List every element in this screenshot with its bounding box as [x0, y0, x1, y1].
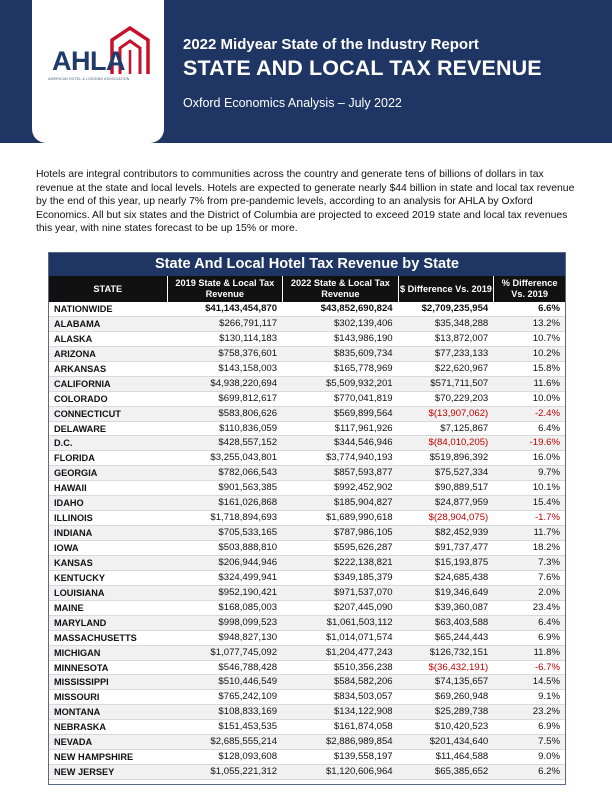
revenue-2019-cell: $758,376,601	[218, 347, 278, 359]
percent-difference-cell: 14.5%	[532, 676, 560, 688]
percent-difference-cell: 6.9%	[538, 721, 560, 733]
dollar-difference-cell: $75,527,334	[434, 467, 489, 479]
revenue-2022-cell: $770,041,819	[333, 392, 393, 404]
column-header-dollar-diff: $ Difference Vs. 2019	[398, 276, 494, 302]
percent-difference-cell: 7.5%	[538, 736, 560, 748]
dollar-difference-cell: $63,403,588	[434, 616, 489, 628]
percent-difference-cell: 6.2%	[538, 766, 560, 778]
revenue-2019-cell: $510,446,549	[218, 676, 278, 688]
table-row	[49, 451, 565, 466]
revenue-2019-cell: $782,066,543	[218, 467, 278, 479]
revenue-2022-cell: $349,185,379	[333, 571, 393, 583]
state-cell: ARIZONA	[54, 348, 96, 359]
dollar-difference-cell: $11,464,588	[435, 751, 489, 763]
state-cell: KENTUCKY	[54, 572, 106, 583]
revenue-2022-cell: $835,609,734	[333, 347, 393, 359]
state-cell: MINNESOTA	[54, 662, 109, 673]
revenue-2019-cell: $128,093,608	[218, 751, 278, 763]
table-row	[49, 646, 565, 661]
dollar-difference-cell: $7,125,867	[440, 422, 489, 434]
percent-difference-cell: 10.0%	[532, 392, 560, 404]
table-row	[49, 661, 565, 676]
revenue-2022-cell: $139,558,197	[333, 751, 393, 763]
percent-difference-cell: -2.4%	[534, 407, 560, 419]
revenue-2019-cell: $1,055,221,312	[210, 766, 278, 778]
percent-difference-cell: 18.2%	[532, 542, 560, 553]
dollar-difference-cell: $74,135,657	[434, 676, 489, 688]
revenue-2019-cell: $998,099,523	[218, 616, 278, 628]
table-row	[49, 377, 565, 392]
dollar-difference-cell: $2,709,235,954	[421, 303, 489, 314]
table-row	[49, 422, 565, 437]
state-cell: D.C.	[54, 438, 73, 449]
revenue-2022-cell: $1,014,071,574	[325, 631, 393, 643]
revenue-2022-cell: $1,689,990,618	[325, 512, 393, 524]
column-header-state: STATE	[93, 283, 123, 294]
percent-difference-cell: 11.8%	[533, 646, 560, 658]
revenue-2019-cell: $168,085,003	[218, 601, 278, 613]
percent-difference-cell: 23.2%	[532, 706, 560, 718]
report-subtitle: Oxford Economics Analysis – July 2022	[183, 96, 402, 110]
table-row	[49, 631, 565, 646]
dollar-difference-cell: $126,732,151	[429, 646, 489, 658]
table-row	[49, 586, 565, 601]
revenue-2022-cell: $344,546,946	[333, 437, 393, 449]
logo-subtext: AMERICAN HOTEL & LODGING ASSOCIATION	[48, 77, 130, 81]
dollar-difference-cell: $77,233,133	[434, 347, 489, 359]
percent-difference-cell: 2.0%	[538, 586, 560, 598]
percent-difference-cell: 11.6%	[533, 377, 560, 389]
percent-difference-cell: 15.4%	[532, 497, 560, 509]
tax-revenue-table	[48, 252, 566, 785]
state-cell: ARKANSAS	[54, 363, 107, 374]
dollar-difference-cell: $(84,010,205)	[428, 437, 489, 449]
state-cell: COLORADO	[54, 393, 108, 404]
dollar-difference-cell: $15,193,875	[434, 556, 489, 568]
dollar-difference-cell: $(36,432,191)	[428, 661, 489, 673]
revenue-2022-cell: $992,452,902	[333, 482, 393, 494]
state-cell: GEORGIA	[54, 468, 98, 479]
revenue-2022-cell: $971,537,070	[333, 586, 393, 598]
revenue-2022-cell: $222,138,821	[333, 556, 393, 568]
dollar-difference-cell: $90,889,517	[434, 482, 489, 494]
revenue-2019-cell: $108,833,169	[218, 706, 278, 718]
percent-difference-cell: 6.4%	[538, 422, 560, 434]
table-body	[49, 302, 565, 780]
table-row	[49, 720, 565, 735]
state-cell: IOWA	[54, 543, 79, 553]
state-cell: NEW JERSEY	[54, 767, 115, 778]
table-row	[49, 526, 565, 541]
table-row	[49, 675, 565, 690]
state-cell: MISSISSIPPI	[54, 677, 109, 688]
table-row	[49, 556, 565, 571]
table-row	[49, 347, 565, 362]
table-row	[49, 616, 565, 631]
revenue-2019-cell: $1,718,894,693	[210, 512, 278, 524]
table-row	[49, 481, 565, 496]
percent-difference-cell: 9.7%	[538, 467, 560, 479]
state-cell: LOUISIANA	[54, 587, 105, 598]
revenue-2019-cell: $546,788,428	[218, 661, 278, 673]
table-row	[49, 601, 565, 616]
table-row	[49, 436, 565, 451]
dollar-difference-cell: $(13,907,062)	[428, 407, 489, 419]
dollar-difference-cell: $65,385,652	[434, 766, 489, 778]
revenue-2019-cell: $161,026,868	[218, 497, 278, 509]
dollar-difference-cell: $91,737,477	[434, 542, 489, 553]
revenue-2019-cell: $2,685,555,214	[210, 736, 278, 748]
revenue-2022-cell: $584,582,206	[333, 676, 393, 688]
dollar-difference-cell: $(28,904,075)	[428, 512, 489, 524]
revenue-2019-cell: $4,938,220,694	[210, 377, 278, 389]
revenue-2019-cell: $952,190,421	[218, 586, 278, 598]
percent-difference-cell: 6.4%	[538, 616, 560, 628]
revenue-2019-cell: $901,563,385	[218, 482, 278, 494]
percent-difference-cell: 7.3%	[538, 556, 560, 568]
state-cell: CALIFORNIA	[54, 378, 111, 389]
table-row	[49, 511, 565, 526]
revenue-2019-cell: $583,806,626	[218, 407, 278, 419]
revenue-2019-cell: $428,557,152	[218, 437, 278, 449]
table-row	[49, 750, 565, 765]
revenue-2022-cell: $857,593,877	[333, 467, 393, 479]
state-cell: MICHIGAN	[54, 647, 101, 658]
revenue-2022-cell: $1,204,477,243	[325, 646, 393, 658]
percent-difference-cell: -6.7%	[534, 661, 560, 673]
state-cell: ILLINOIS	[54, 513, 93, 524]
state-cell: INDIANA	[54, 528, 93, 539]
percent-difference-cell: 15.8%	[532, 362, 560, 374]
revenue-2019-cell: $699,812,617	[218, 392, 278, 404]
table-row	[49, 362, 565, 377]
percent-difference-cell: 10.7%	[532, 332, 560, 344]
state-cell: MASSACHUSETTS	[54, 632, 137, 643]
table-row	[49, 466, 565, 481]
intro-paragraph: Hotels are integral contributors to communities across the country and generate tens of billions of dollars in tax revenue at the state and local levels. Hotels are expected to generate nearly $44 billion in state and local tax revenue by the end of this year, up nearly 7% from pre-pandemic levels, according to an analysis for AHLA by Oxford Economics. All but six states and the District of Columbia are projected to exceed 2019 state and local tax revenues this year, with nine states forecast to be up 15% or more.	[36, 169, 575, 235]
state-cell: IDAHO	[54, 498, 84, 509]
dollar-difference-cell: $39,360,087	[434, 601, 489, 613]
state-cell: DELAWARE	[54, 423, 107, 434]
dollar-difference-cell: $201,434,640	[429, 736, 489, 748]
dollar-difference-cell: $10,420,523	[434, 721, 489, 733]
table-row	[49, 735, 565, 750]
revenue-2019-cell: $503,888,810	[218, 542, 278, 553]
percent-difference-cell: -1.7%	[534, 512, 560, 524]
dollar-difference-cell: $65,244,443	[434, 631, 489, 643]
report-title: 2022 Midyear State of the Industry Report	[183, 36, 479, 53]
revenue-2019-cell: $765,242,109	[218, 691, 278, 703]
dollar-difference-cell: $13,872,007	[434, 332, 489, 344]
revenue-2019-cell: $3,255,043,801	[210, 452, 278, 464]
state-cell: NEW HAMPSHIRE	[54, 752, 134, 763]
state-cell: MARYLAND	[54, 617, 107, 628]
percent-difference-cell: 6.9%	[538, 631, 560, 643]
revenue-2022-cell: $207,445,090	[333, 601, 393, 613]
table-row	[49, 332, 565, 347]
dollar-difference-cell: $35,348,288	[434, 317, 489, 329]
revenue-2022-cell: $834,503,057	[333, 691, 393, 703]
revenue-2022-cell: $143,986,190	[333, 332, 393, 344]
dollar-difference-cell: $82,452,939	[434, 527, 489, 539]
revenue-2022-cell: $595,626,287	[333, 542, 393, 553]
percent-difference-cell: 11.7%	[533, 527, 560, 539]
table-row	[49, 571, 565, 586]
table-title: State And Local Hotel Tax Revenue by State	[49, 253, 565, 276]
revenue-2022-cell: $43,852,690,824	[320, 303, 393, 314]
dollar-difference-cell: $22,620,967	[434, 362, 489, 374]
table-header	[49, 276, 565, 302]
table-row	[49, 302, 565, 317]
revenue-2022-cell: $302,139,406	[333, 317, 393, 329]
table-row	[49, 690, 565, 705]
revenue-2022-cell: $165,778,969	[333, 362, 393, 374]
state-cell: CONNECTICUT	[54, 408, 121, 419]
revenue-2022-cell: $161,874,058	[333, 721, 393, 733]
state-cell: HAWAII	[54, 483, 87, 494]
percent-difference-cell: 9.1%	[538, 691, 560, 703]
logo-wordmark: AHLA	[52, 46, 125, 76]
table-row	[49, 705, 565, 720]
state-cell: NEBRASKA	[54, 722, 107, 733]
percent-difference-cell: 10.2%	[532, 347, 560, 359]
revenue-2022-cell: $3,774,940,193	[325, 452, 393, 464]
revenue-2022-cell: $569,899,564	[333, 407, 393, 419]
revenue-2019-cell: $705,533,165	[218, 527, 278, 539]
percent-difference-cell: -19.6%	[529, 437, 560, 449]
percent-difference-cell: 9.0%	[538, 751, 560, 763]
dollar-difference-cell: $24,877,959	[434, 497, 489, 509]
column-header-pct-diff: % Difference Vs. 2019	[493, 276, 565, 302]
dollar-difference-cell: $69,260,948	[434, 691, 489, 703]
state-cell: NEVADA	[54, 737, 93, 748]
revenue-2019-cell: $143,158,003	[218, 362, 278, 374]
state-cell: MONTANA	[54, 707, 101, 718]
revenue-2022-cell: $510,356,238	[333, 661, 393, 673]
revenue-2022-cell: $134,122,908	[333, 706, 393, 718]
revenue-2019-cell: $151,453,535	[218, 721, 278, 733]
ahla-logo	[32, 0, 164, 143]
dollar-difference-cell: $571,711,507	[430, 377, 489, 389]
state-cell: MISSOURI	[54, 692, 100, 703]
table-row	[49, 541, 565, 556]
page-heading: STATE AND LOCAL TAX REVENUE	[183, 56, 542, 80]
state-cell: ALASKA	[54, 333, 93, 344]
column-header-2019: 2019 State & Local Tax Revenue	[167, 276, 283, 302]
table-row	[49, 496, 565, 511]
state-cell: KANSAS	[54, 557, 93, 568]
percent-difference-cell: 23.4%	[532, 601, 560, 613]
column-header-2022: 2022 State & Local Tax Revenue	[282, 276, 398, 302]
revenue-2019-cell: $324,499,941	[218, 571, 278, 583]
revenue-2019-cell: $130,114,183	[219, 332, 278, 344]
dollar-difference-cell: $24,685,438	[434, 571, 489, 583]
percent-difference-cell: 10.1%	[532, 482, 560, 494]
percent-difference-cell: 6.6%	[538, 303, 560, 314]
dollar-difference-cell: $19,346,649	[434, 586, 489, 598]
revenue-2022-cell: $2,886,989,854	[325, 736, 393, 748]
table-row	[49, 392, 565, 407]
table-row	[49, 407, 565, 422]
revenue-2019-cell: $1,077,745,092	[210, 646, 278, 658]
state-cell: MAINE	[54, 602, 84, 613]
revenue-2019-cell: $206,944,946	[218, 556, 278, 568]
dollar-difference-cell: $25,289,738	[434, 706, 489, 718]
table-row	[49, 317, 565, 332]
revenue-2022-cell: $1,120,606,964	[325, 766, 393, 778]
dollar-difference-cell: $519,896,392	[429, 452, 489, 464]
revenue-2019-cell: $266,791,117	[219, 317, 278, 329]
state-cell: FLORIDA	[54, 453, 95, 464]
header-banner	[0, 0, 612, 143]
revenue-2019-cell: $41,143,454,870	[205, 303, 278, 314]
revenue-2022-cell: $5,509,932,201	[325, 377, 393, 389]
revenue-2022-cell: $117,961,926	[334, 422, 393, 434]
state-cell: NATIONWIDE	[54, 304, 113, 314]
table-row	[49, 765, 565, 780]
percent-difference-cell: 16.0%	[532, 452, 560, 464]
percent-difference-cell: 13.2%	[532, 317, 560, 329]
revenue-2022-cell: $1,061,503,112	[326, 616, 393, 628]
revenue-2022-cell: $787,986,105	[333, 527, 393, 539]
dollar-difference-cell: $70,229,203	[434, 392, 489, 404]
revenue-2022-cell: $185,904,827	[333, 497, 393, 509]
percent-difference-cell: 7.6%	[538, 571, 560, 583]
revenue-2019-cell: $110,836,059	[219, 422, 278, 434]
revenue-2019-cell: $948,827,130	[218, 631, 278, 643]
state-cell: ALABAMA	[54, 318, 101, 329]
